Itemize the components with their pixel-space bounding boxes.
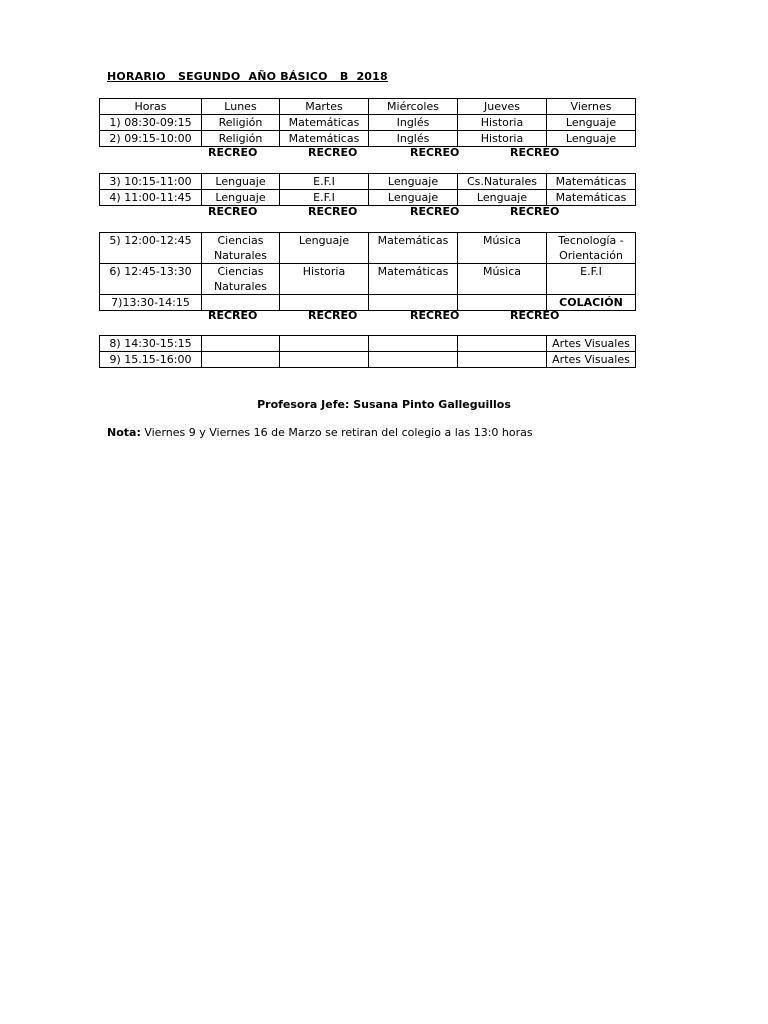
table-cell: Historia xyxy=(458,131,547,147)
table-cell: 3) 10:15-11:00 xyxy=(100,174,202,190)
table-cell: Historia xyxy=(280,264,369,295)
table-row xyxy=(100,352,636,368)
table-cell: Matemáticas xyxy=(280,131,369,147)
table-cell: Lenguaje xyxy=(458,190,547,206)
table-cell: Matemáticas xyxy=(547,174,636,190)
table-cell: E.F.I xyxy=(547,264,636,295)
document-title: HORARIO SEGUNDO AÑO BÁSICO B 2018 xyxy=(107,70,388,83)
recreo-label: RECREO xyxy=(410,205,460,218)
table-cell xyxy=(458,336,547,352)
table-cell: 2) 09:15-10:00 xyxy=(100,131,202,147)
table-row xyxy=(100,264,636,295)
schedule-table-morning xyxy=(99,98,636,147)
table-cell: 8) 14:30-15:15 xyxy=(100,336,202,352)
table-row xyxy=(100,190,636,206)
schedule-table-midmorning xyxy=(99,173,636,206)
table-cell: Matemáticas xyxy=(369,264,458,295)
table-row xyxy=(100,115,636,131)
header-cell: Viernes xyxy=(547,99,636,115)
table-cell: 7)13:30-14:15 xyxy=(100,295,202,311)
recreo-label: RECREO xyxy=(208,309,258,322)
table-cell xyxy=(280,352,369,368)
recreo-label: RECREO xyxy=(208,146,258,159)
recreo-label: RECREO xyxy=(308,205,358,218)
recreo-label: RECREO xyxy=(510,146,560,159)
header-cell: Jueves xyxy=(458,99,547,115)
table-cell xyxy=(458,352,547,368)
table-cell: 5) 12:00-12:45 xyxy=(100,233,202,264)
recreo-label: RECREO xyxy=(510,309,560,322)
table-cell: Cs.Naturales xyxy=(458,174,547,190)
note-label: Nota: xyxy=(107,426,141,439)
table-cell: COLACIÓN xyxy=(547,295,636,311)
table-cell: Lenguaje xyxy=(369,174,458,190)
table-cell: Tecnología - Orientación xyxy=(547,233,636,264)
recreo-label: RECREO xyxy=(410,309,460,322)
table-cell: Música xyxy=(458,233,547,264)
table-cell: Inglés xyxy=(369,131,458,147)
recreo-label: RECREO xyxy=(308,309,358,322)
table-row xyxy=(100,336,636,352)
schedule-table-afternoon xyxy=(99,335,636,368)
header-cell: Martes xyxy=(280,99,369,115)
table-cell xyxy=(202,336,280,352)
recreo-label: RECREO xyxy=(410,146,460,159)
table-cell: Lenguaje xyxy=(280,233,369,264)
table-cell: Lenguaje xyxy=(547,131,636,147)
table-cell xyxy=(369,352,458,368)
table-cell: Matemáticas xyxy=(369,233,458,264)
homeroom-teacher xyxy=(0,398,768,411)
table-cell: Lenguaje xyxy=(202,190,280,206)
header-cell: Miércoles xyxy=(369,99,458,115)
table-cell: Matemáticas xyxy=(547,190,636,206)
table-cell: Matemáticas xyxy=(280,115,369,131)
table-row xyxy=(100,174,636,190)
note xyxy=(107,426,533,439)
header-cell: Horas xyxy=(100,99,202,115)
table-cell xyxy=(369,336,458,352)
table-cell: 4) 11:00-11:45 xyxy=(100,190,202,206)
table-cell: Artes Visuales xyxy=(547,336,636,352)
table-cell xyxy=(202,352,280,368)
recreo-label: RECREO xyxy=(510,205,560,218)
table-cell: Inglés xyxy=(369,115,458,131)
table-cell: 6) 12:45-13:30 xyxy=(100,264,202,295)
recreo-label: RECREO xyxy=(308,146,358,159)
schedule-table-midday xyxy=(99,232,636,311)
recreo-label: RECREO xyxy=(208,205,258,218)
homeroom-teacher-text: Profesora Jefe: Susana Pinto Galleguillos xyxy=(257,398,511,411)
table-cell: Ciencias Naturales xyxy=(202,264,280,295)
table-cell: Lenguaje xyxy=(202,174,280,190)
table-cell: E.F.I xyxy=(280,174,369,190)
table-cell: Artes Visuales xyxy=(547,352,636,368)
table-cell: 1) 08:30-09:15 xyxy=(100,115,202,131)
table-cell: Música xyxy=(458,264,547,295)
table-cell: Historia xyxy=(458,115,547,131)
table-cell: Lenguaje xyxy=(547,115,636,131)
table-cell xyxy=(280,336,369,352)
table-header-row xyxy=(100,99,636,115)
table-cell: Religión xyxy=(202,115,280,131)
note-text: Viernes 9 y Viernes 16 de Marzo se retiran del colegio a las 13:0 horas xyxy=(140,426,533,439)
header-cell: Lunes xyxy=(202,99,280,115)
table-cell: Lenguaje xyxy=(369,190,458,206)
table-cell: 9) 15.15-16:00 xyxy=(100,352,202,368)
table-row xyxy=(100,233,636,264)
table-cell: E.F.I xyxy=(280,190,369,206)
table-cell: Ciencias Naturales xyxy=(202,233,280,264)
table-row xyxy=(100,131,636,147)
table-cell: Religión xyxy=(202,131,280,147)
